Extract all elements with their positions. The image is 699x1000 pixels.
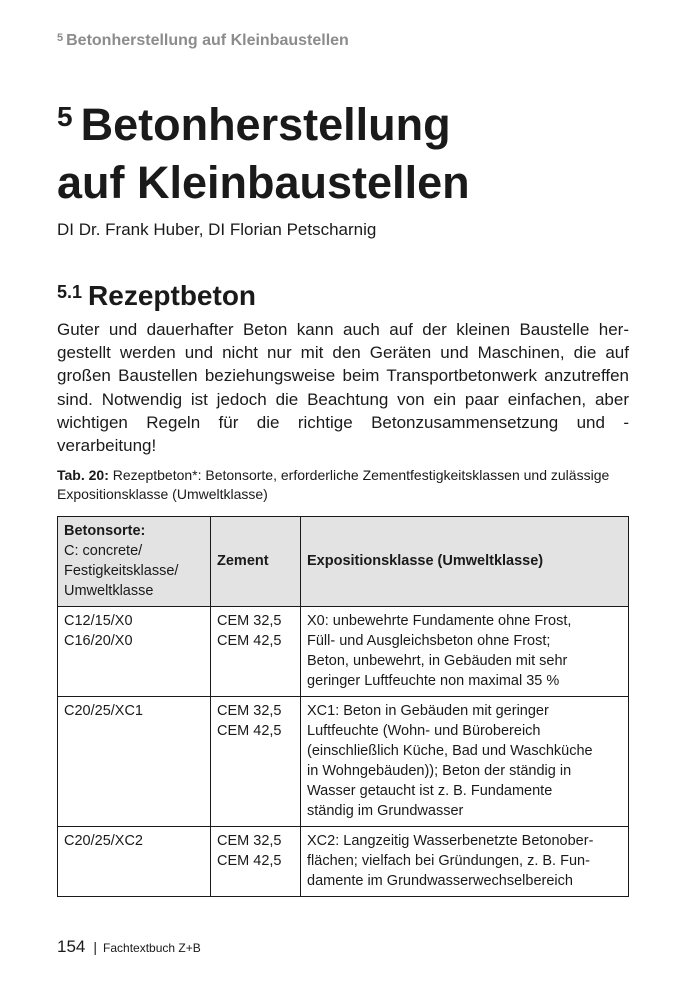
table-caption xyxy=(57,466,629,504)
body-paragraph: Guter und dauerhafter Beton kann auch auf der kleinen Baustelle hergestellt werden und nicht nur mit den Geräten und Maschinen, die auf großen Baustellen beziehungsweise beim Transportbetonwerk anzutreffen sind. Notwendig ist jedoch die Beachtung von ein paar einfachen, aber wichtigen Regeln für die richtige Betonzusammensetzung und -verarbeitung! xyxy=(57,320,629,456)
cell-zement-text: CEM 32,5 CEM 42,5 xyxy=(217,703,282,739)
section-number: 5.1 xyxy=(57,282,83,302)
chapter-number: 5 xyxy=(57,101,73,132)
page-footer xyxy=(57,937,201,957)
table-row xyxy=(58,607,629,697)
section-title-text: Rezeptbeton xyxy=(88,280,257,311)
table-row xyxy=(58,697,629,827)
cell-expositionsklasse-text: XC1: Beton in Gebäuden mit geringer Luftfeuchte (Wohn- und Bürobereich (einschließlich Küche, Bad und Waschküche in Wohngebäuden)); Beton der ständig in Wasser getaucht ist z. B. Fundamente ständig im Grundwasser xyxy=(307,703,593,819)
table-row xyxy=(58,827,629,897)
caption-text: Rezeptbeton*: Betonsorte, erforderliche Zementfestigkeitsklassen und zulässige Expositionsklasse (Umweltklasse) xyxy=(57,467,610,502)
cell-betonsorte-text: C20/25/XC1 xyxy=(64,703,143,719)
cell-zement-text: CEM 32,5 CEM 42,5 xyxy=(217,613,282,649)
cell-zement xyxy=(211,827,301,897)
authors: DI Dr. Frank Huber, DI Florian Petscharnig xyxy=(57,220,377,239)
page-number: 154 xyxy=(57,937,86,956)
header-betonsorte-desc: C: concrete/ Festigkeitsklasse/ Umweltklasse xyxy=(64,543,179,599)
running-head-title: Betonherstellung auf Kleinbaustellen xyxy=(66,32,349,49)
header-expositionsklasse xyxy=(301,517,629,607)
book-title: Fachtextbuch Z+B xyxy=(103,941,201,955)
cell-zement xyxy=(211,607,301,697)
cell-expositionsklasse xyxy=(301,607,629,697)
cell-zement xyxy=(211,697,301,827)
header-expositionsklasse-label: Expositionsklasse (Umweltklasse) xyxy=(307,553,544,569)
running-head xyxy=(57,32,349,50)
header-betonsorte-title: Betonsorte: xyxy=(64,523,146,539)
header-betonsorte xyxy=(58,517,211,607)
cell-betonsorte xyxy=(58,827,211,897)
cell-expositionsklasse-text: X0: unbewehrte Fundamente ohne Frost, Füll- und Ausgleichsbeton ohne Frost; Beton, unbewehrt, in Gebäuden mit sehr geringer Luftfeuchte non maximal 35 % xyxy=(307,613,572,689)
chapter-title-line2: auf Kleinbaustellen xyxy=(57,157,470,208)
cell-betonsorte-text: C20/25/XC2 xyxy=(64,833,143,849)
cell-expositionsklasse xyxy=(301,697,629,827)
footer-separator: | xyxy=(93,939,98,955)
cell-betonsorte xyxy=(58,607,211,697)
cell-expositionsklasse xyxy=(301,827,629,897)
cell-betonsorte xyxy=(58,697,211,827)
recipe-table xyxy=(57,516,629,897)
caption-label: Tab. 20: xyxy=(57,467,109,483)
header-zement-label: Zement xyxy=(217,553,269,569)
cell-betonsorte-text: C12/15/X0 C16/20/X0 xyxy=(64,613,133,649)
table-header-row xyxy=(58,517,629,607)
cell-zement-text: CEM 32,5 CEM 42,5 xyxy=(217,833,282,869)
header-zement xyxy=(211,517,301,607)
running-head-number: 5 xyxy=(57,32,64,44)
chapter-title xyxy=(57,88,657,212)
section-title xyxy=(57,280,256,312)
chapter-title-line1: Betonherstellung xyxy=(80,99,451,150)
cell-expositionsklasse-text: XC2: Langzeitig Wasserbenetzte Betonober- flächen; vielfach bei Gründungen, z. B. Fun- damente im Grundwasserwechselbereich xyxy=(307,833,594,889)
